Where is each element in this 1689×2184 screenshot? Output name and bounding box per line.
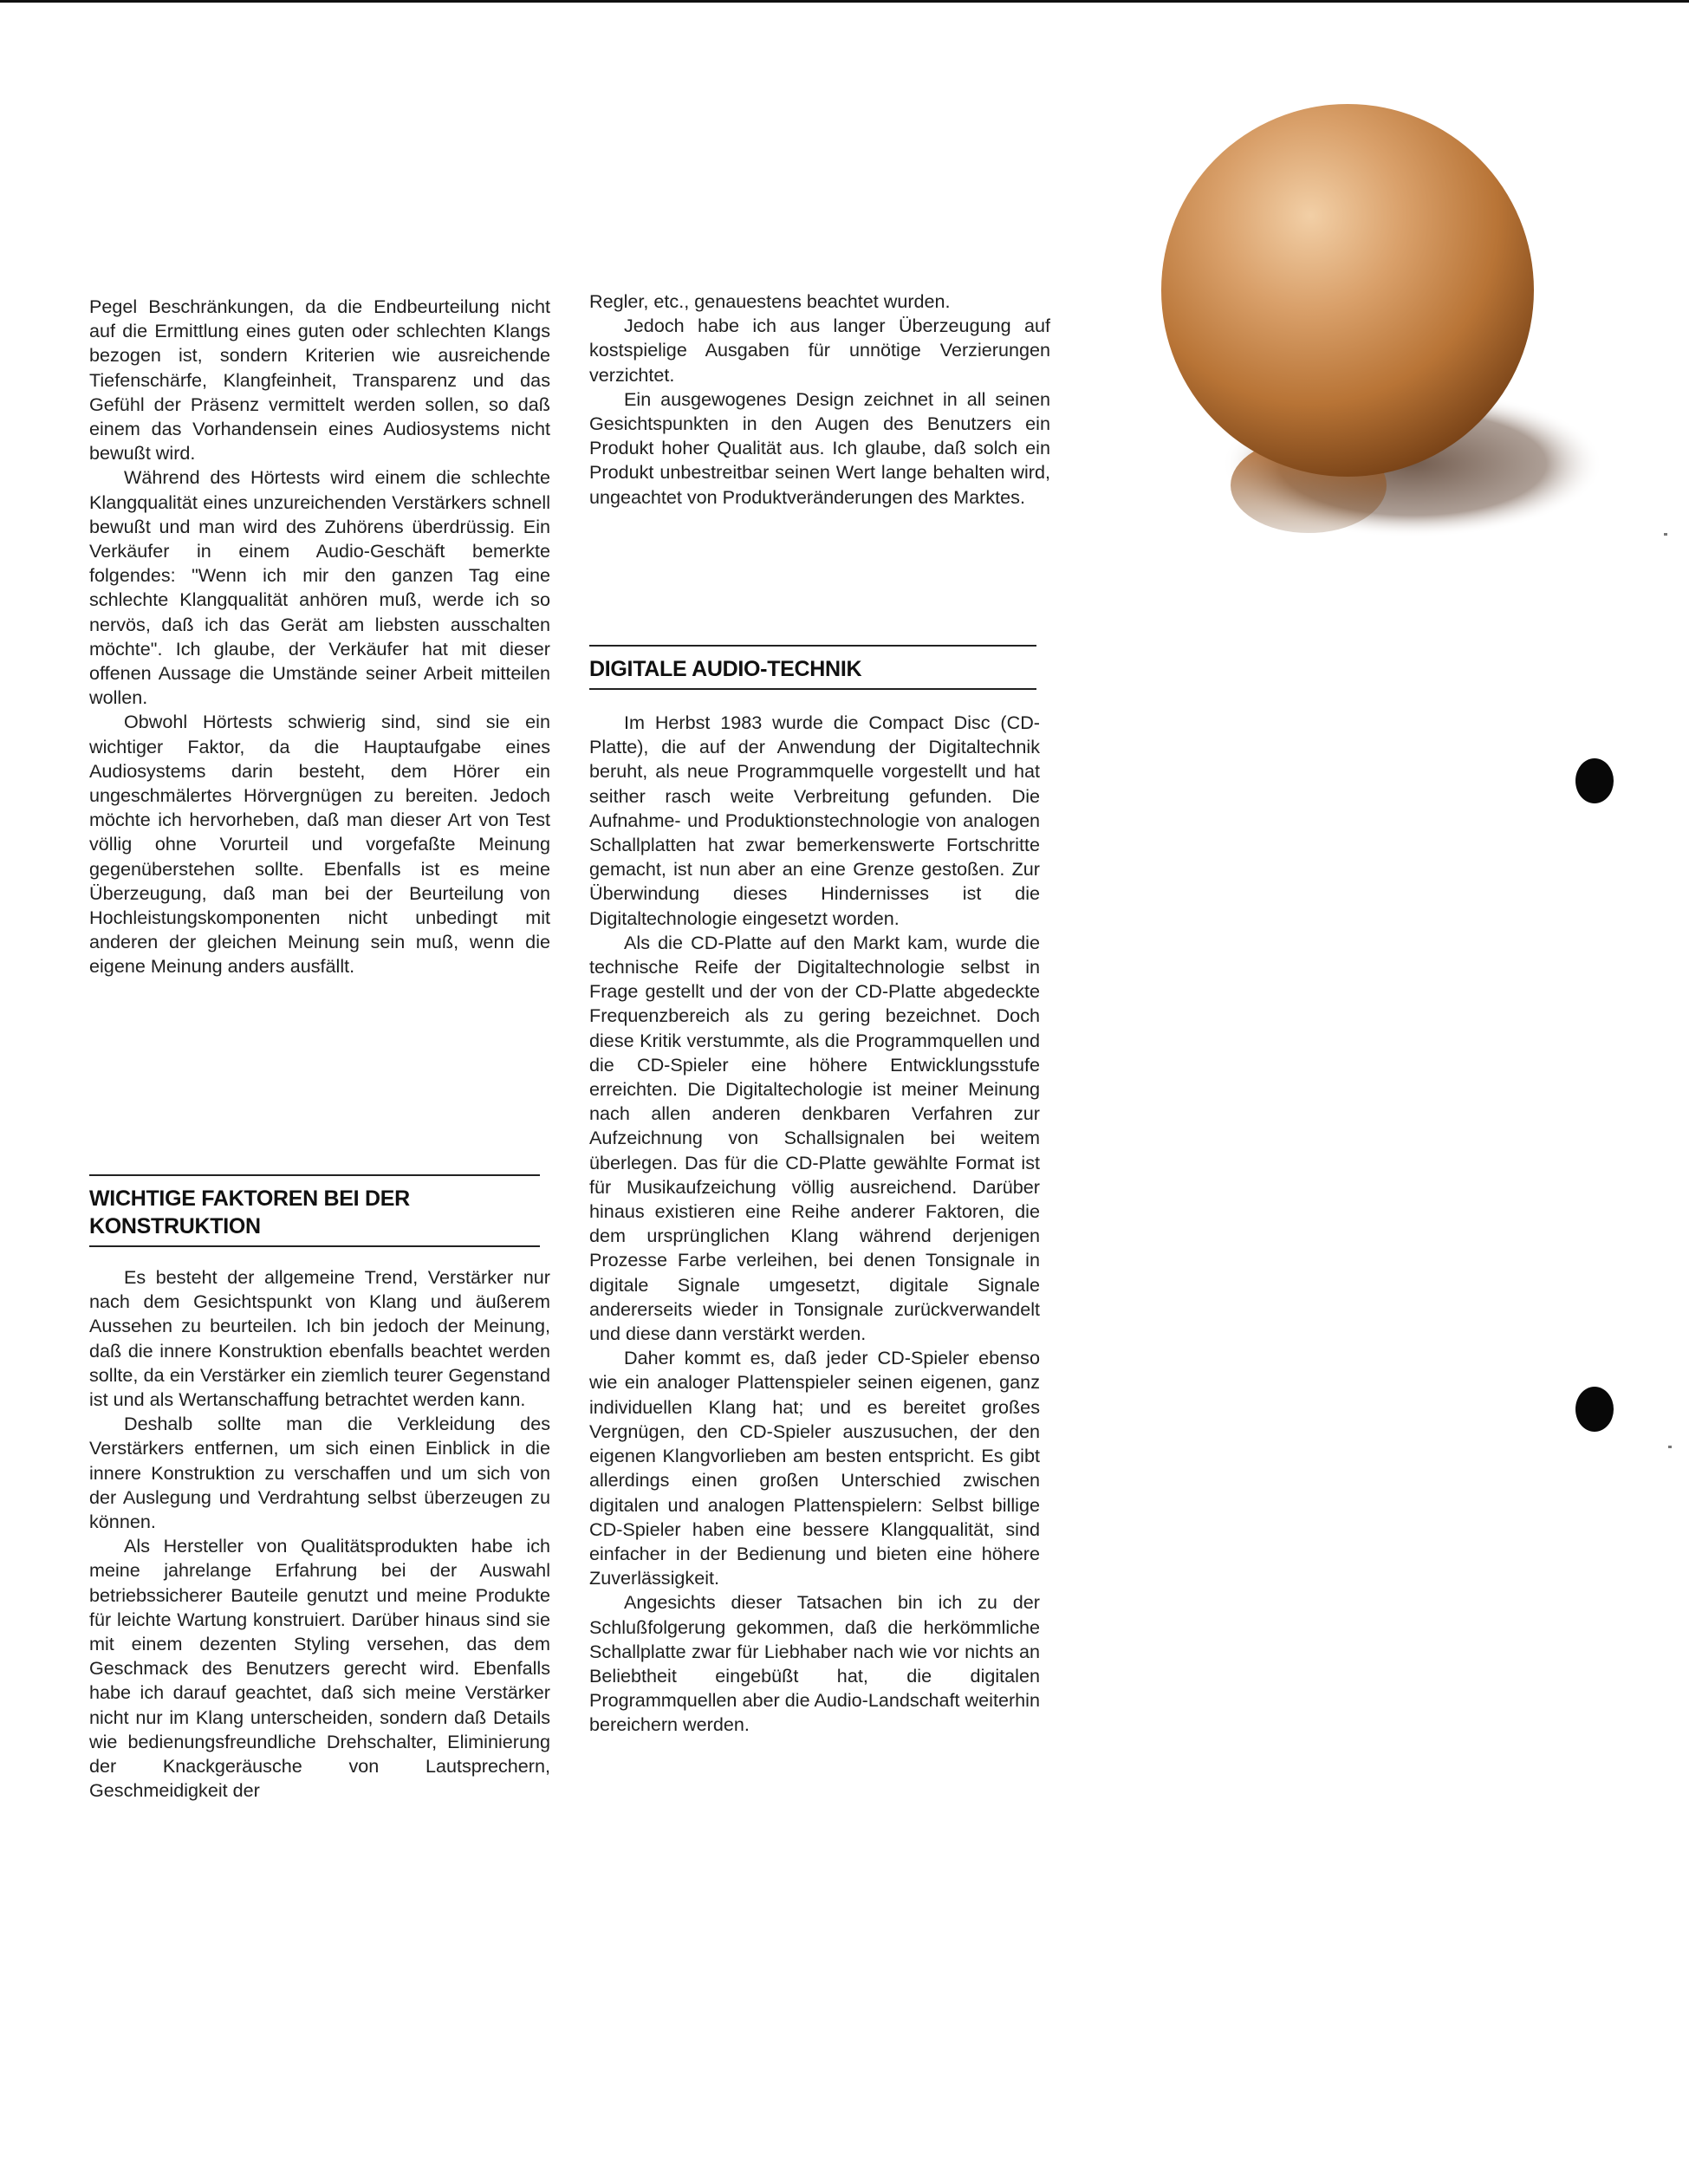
paragraph: Pegel Beschränkungen, da die Endbeurteilung nicht auf die Ermittlung eines guten oder schlechten Klangs bezogen ist, sondern Kriterien wie ausreichende Tiefenschärfe, Klangfeinheit, Transparenz und das Gefühl der Präsenz vermittelt werden sollen, so daß einem das Vorhandensein eines Audiosystems nicht bewußt wird. xyxy=(89,296,550,465)
section-heading-construction xyxy=(89,1174,540,1247)
paragraph: Jedoch habe ich aus langer Überzeugung auf kostspielige Ausgaben für unnötige Verzierungen verzichtet. xyxy=(589,315,1050,386)
paragraph: Es besteht der allgemeine Trend, Verstärker nur nach dem Gesichtspunkt von Klang und äußerem Aussehen zu beurteilen. Ich bin jedoch der Meinung, daß die innere Konstruktion ebenfalls beachtet werden sollte, da ein Verstärker ein ziemlich teurer Gegenstand ist und als Wertanschaffung betrachtet werden kann. xyxy=(89,1266,550,1411)
sphere xyxy=(1161,104,1534,477)
speck xyxy=(1668,1446,1672,1448)
paragraph: Deshalb sollte man die Verkleidung des Verstärkers entfernen, um sich einen Einblick in die innere Konstruktion zu verschaffen und um sich von der Auslegung und Verdrahtung selbst überzeugen zu können. xyxy=(89,1413,550,1533)
copper-sphere-svg xyxy=(1153,78,1603,563)
paragraph: Daher kommt es, daß jeder CD-Spieler ebenso wie ein analoger Plattenspieler seinen eigenen, ganz individuellen Klang hat; und es bereitet großes Vergnügen, den CD-Spieler auszusuchen, der den eigenen Klangvorlieben am besten entspricht. Es gibt allerdings einen großen Unterschied zwischen digitalen und analogen Plattenspielern: Selbst billige CD-Spieler haben eine bessere Klangqualität, sind einfacher in der Bedienung und bieten eine höhere Zuverlässigkeit. xyxy=(589,1347,1040,1589)
punch-hole xyxy=(1575,1387,1614,1432)
paragraph: Als die CD-Platte auf den Markt kam, wurde die technische Reife der Digitaltechnologie selbst in Frage gestellt und der von der CD-Platte abgedeckte Frequenzbereich als zu gering bezeichnet. Doch diese Kritik verstummte, als die Programmquellen und die CD-Spieler eine höhere Entwicklungsstufe erreichten. Die Digitaltechologie ist meiner Meinung nach allen anderen denkbaren Verfahren zur Aufzeichnung von Schallsignalen bei weitem überlegen. Das für die CD-Platte gewählte Format ist für Musikaufzeichung völlig ausreichend. Darüber hinaus existieren eine Reihe anderer Faktoren, die dem ursprünglichen Klang während derjenigen Prozesse Farbe verleihen, bei denen Tonsignale in digitale Signale umgesetzt, digitale Signale andererseits wieder in Tonsignale zurückverwandelt und diese dann verstärkt werden. xyxy=(589,931,1040,1345)
paragraph: Als Hersteller von Qualitätsprodukten habe ich meine jahrelange Erfahrung bei der Auswahl betriebssicherer Bauteile genutzt und meine Produkte für leichte Wartung konstruiert. Darüber hinaus sind sie mit einem dezenten Styling versehen, das dem Geschmack des Benutzers gerecht wird. Ebenfalls habe ich darauf geachtet, daß sich meine Verstärker nicht nur im Klang unterscheiden, sondern daß Details wie bedienungsfreundliche Drehschalter, Eliminierung der Knackgeräusche von Lautsprechern, Geschmeidigkeit der xyxy=(89,1535,550,1802)
heading-line: KONSTRUKTION xyxy=(89,1214,261,1238)
right-column xyxy=(589,289,1050,510)
paragraph: Angesichts dieser Tatsachen bin ich zu der Schlußfolgerung gekommen, daß die herkömmliche Schallplatte zwar für Liebhaber nach wie vor nichts an Beliebtheit eingebüßt hat, die digitalen Programmquellen aber die Audio-Landschaft weiterhin bereichern werden. xyxy=(589,1591,1040,1736)
paragraph: Regler, etc., genauestens beachtet wurden. xyxy=(589,290,951,312)
paragraph: Ein ausgewogenes Design zeichnet in all seinen Gesichtspunkten in den Augen des Benutzers ein Produkt hoher Qualität aus. Ich glaube, daß solch ein Produkt unbestreitbar seinen Wert lange behalten wird, ungeachtet von Produktveränderungen des Marktes. xyxy=(589,387,1050,508)
heading-line: WICHTIGE FAKTOREN BEI DER xyxy=(89,1186,410,1211)
speck xyxy=(1664,533,1667,536)
paragraph: Obwohl Hörtests schwierig sind, sind sie ein wichtiger Faktor, da die Hauptaufgabe eines Audiosystems darin besteht, dem Hörer ein ungeschmälertes Hörvergnügen zu bereiten. Jedoch möchte ich hervorheben, daß man dieser Art von Test völlig ohne Vorurteil und vorgefaßte Meinung gegenüberstehen sollte. Ebenfalls ist es meine Überzeugung, daß man bei der Beurteilung von Hochleistungskomponenten nicht unbedingt mit anderen der gleichen Meinung sein muß, wenn die eigene Meinung anders ausfällt. xyxy=(89,711,550,978)
paragraph: Im Herbst 1983 wurde die Compact Disc (CD-Platte), die auf der Anwendung der Digitaltechnik beruht, als neue Programmquelle vorgestellt und hat seither rasch weite Verbreitung gefunden. Die Aufnahme- und Produktionstechnologie von analogen Schallplatten hat zwar bemerkenswerte Fortschritte gemacht, ist nun aber an eine Grenze gestoßen. Zur Überwindung dieses Hindernisses ist die Digitaltechnologie eingesetzt worden. xyxy=(589,712,1040,929)
heading-line: DIGITALE AUDIO-TECHNIK xyxy=(589,657,862,681)
top-edge-line xyxy=(0,0,1689,3)
left-column xyxy=(89,295,550,979)
punch-hole xyxy=(1575,758,1614,803)
digital-audio-section-body xyxy=(589,711,1040,1738)
construction-section-body xyxy=(89,1265,550,1803)
paragraph: Während des Hörtests wird einem die schlechte Klangqualität eines unzureichenden Verstärkers schnell bewußt und man wird des Zuhörens überdrüssig. Ein Verkäufer in einem Audio-Geschäft bemerkte folgendes: "Wenn ich mir den ganzen Tag eine schlechte Klangqualität anhören muß, werde ich so nervös, daß ich das Gerät am liebsten ausschalten möchte". Ich glaube, der Verkäufer hat mit dieser offenen Aussage die Umstände seiner Arbeit mitteilen wollen. xyxy=(89,466,550,709)
section-heading-digital-audio xyxy=(589,645,1036,690)
copper-sphere-image xyxy=(1153,78,1603,563)
